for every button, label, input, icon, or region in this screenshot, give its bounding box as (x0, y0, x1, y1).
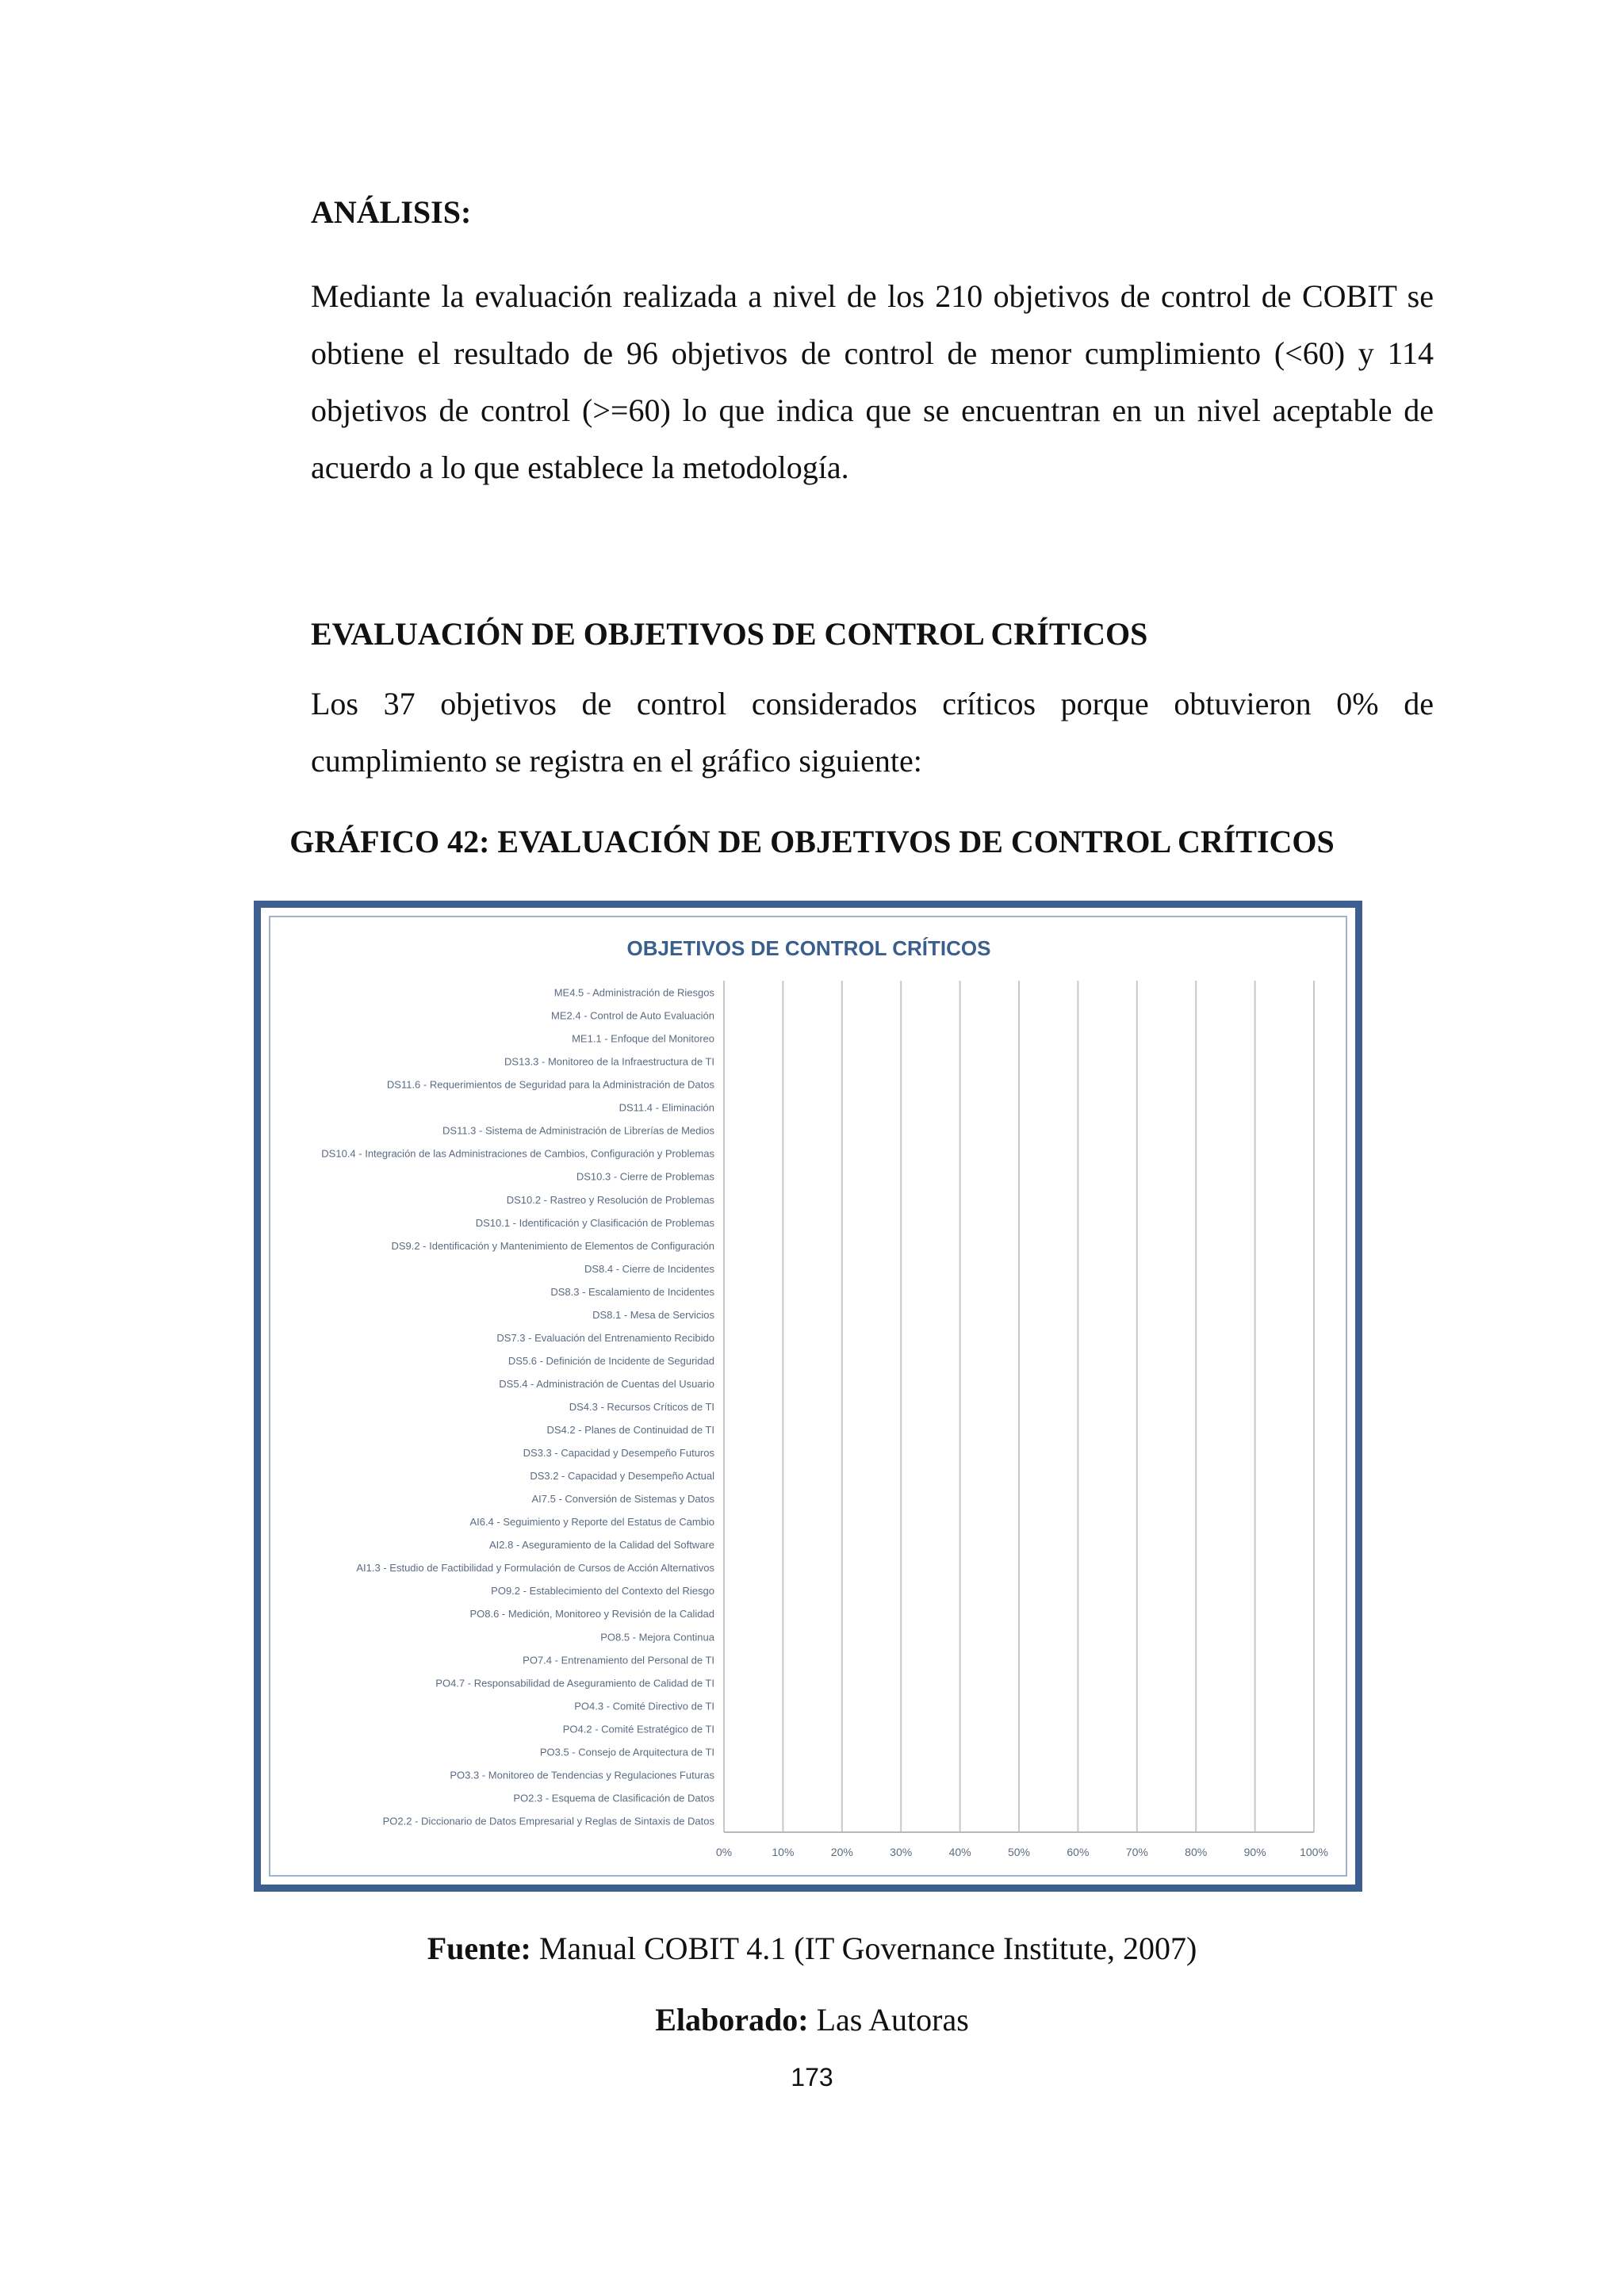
category-label: PO4.7 - Responsabilidad de Aseguramiento de Calidad de TI (435, 1677, 714, 1689)
category-label: ME2.4 - Control de Auto Evaluación (551, 1009, 714, 1022)
category-label: DS4.2 - Planes de Continuidad de TI (546, 1424, 714, 1437)
category-label: PO2.2 - Diccionario de Datos Empresarial y Reglas de Sintaxis de Datos (382, 1815, 714, 1827)
chart-panel (269, 916, 1347, 1877)
category-label: PO4.2 - Comité Estratégico de TI (562, 1723, 714, 1735)
category-label: DS3.2 - Capacidad y Desempeño Actual (530, 1470, 714, 1483)
analysis-heading: ANÁLISIS: (311, 194, 472, 230)
category-label: DS11.4 - Eliminación (619, 1101, 714, 1114)
category-label: PO9.2 - Establecimiento del Contexto del Riesgo (491, 1585, 714, 1598)
category-label: DS13.3 - Monitoreo de la Infraestructura de TI (504, 1055, 714, 1068)
category-label: DS8.4 - Cierre de Incidentes (584, 1262, 714, 1275)
category-label: AI7.5 - Conversión de Sistemas y Datos (531, 1493, 714, 1506)
category-label: DS9.2 - Identificación y Mantenimiento de Elementos de Configuración (391, 1239, 714, 1252)
category-label: PO8.6 - Medición, Monitoreo y Revisión de la Calidad (469, 1608, 714, 1621)
critical-heading: EVALUACIÓN DE OBJETIVOS DE CONTROL CRÍTICOS (311, 616, 1148, 652)
category-label: DS11.6 - Requerimientos de Seguridad para la Administración de Datos (386, 1078, 714, 1091)
x-tick-label: 20% (830, 1846, 853, 1858)
author-label: Elaborado: (655, 2002, 809, 2038)
source-label: Fuente: (427, 1931, 531, 1966)
critical-paragraph: Los 37 objetivos de control considerados críticos porque obtuvieron 0% de cumplimiento se registra en el gráfico siguiente: (311, 686, 1434, 779)
category-label: DS3.3 - Capacidad y Desempeño Futuros (523, 1447, 714, 1460)
figure-source (0, 1930, 1624, 1967)
category-label: PO2.3 - Esquema de Clasificación de Datos (513, 1792, 714, 1804)
category-label: DS5.6 - Definición de Incidente de Seguridad (508, 1354, 714, 1367)
category-label: ME4.5 - Administración de Riesgos (553, 986, 714, 999)
x-tick-label: 40% (948, 1846, 971, 1858)
author-text: Las Autoras (808, 2002, 969, 2038)
category-label: AI1.3 - Estudio de Factibilidad y Formulación de Cursos de Acción Alternativos (356, 1562, 714, 1575)
category-label: DS5.4 - Administración de Cuentas del Usuario (499, 1377, 714, 1390)
category-label: PO7.4 - Entrenamiento del Personal de TI (523, 1654, 714, 1667)
x-tick-label: 50% (1007, 1846, 1031, 1858)
category-label: DS10.2 - Rastreo y Resolución de Problemas (506, 1193, 714, 1206)
x-tick-label: 60% (1067, 1846, 1090, 1858)
category-label: DS8.1 - Mesa de Servicios (592, 1308, 714, 1321)
page-number: 173 (791, 2063, 833, 2091)
figure-caption: GRÁFICO 42: EVALUACIÓN DE OBJETIVOS DE CONTROL CRÍTICOS (289, 824, 1335, 859)
category-label: PO4.3 - Comité Directivo de TI (574, 1700, 714, 1712)
category-label: ME1.1 - Enfoque del Monitoreo (572, 1032, 714, 1045)
x-tick-label: 0% (715, 1846, 733, 1858)
x-tick-label: 100% (1300, 1846, 1328, 1858)
figure-author (0, 2001, 1624, 2038)
category-label: PO3.5 - Consejo de Arquitectura de TI (539, 1746, 714, 1758)
category-label: PO8.5 - Mejora Continua (600, 1631, 714, 1644)
category-label: DS10.3 - Cierre de Problemas (576, 1170, 714, 1183)
category-label: PO3.3 - Monitoreo de Tendencias y Regulaciones Futuras (450, 1769, 714, 1781)
category-label: DS11.3 - Sistema de Administración de Librerías de Medios (442, 1124, 714, 1137)
category-label: DS10.4 - Integración de las Administraciones de Cambios, Configuración y Problemas (321, 1147, 714, 1160)
category-label: AI6.4 - Seguimiento y Reporte del Estatus de Cambio (469, 1516, 714, 1529)
critical-objectives-chart (270, 917, 1347, 1877)
category-label: DS8.3 - Escalamiento de Incidentes (550, 1285, 714, 1298)
x-tick-label: 80% (1185, 1846, 1208, 1858)
source-text: Manual COBIT 4.1 (IT Governance Institute, 2007) (530, 1931, 1197, 1966)
chart-figure (254, 901, 1362, 1892)
x-tick-label: 90% (1243, 1846, 1266, 1858)
x-tick-label: 30% (890, 1846, 913, 1858)
category-label: DS10.1 - Identificación y Clasificación de Problemas (475, 1216, 714, 1229)
chart-title: OBJETIVOS DE CONTROL CRÍTICOS (626, 936, 991, 960)
x-tick-label: 10% (772, 1846, 795, 1858)
x-tick-label: 70% (1125, 1846, 1148, 1858)
category-label: DS7.3 - Evaluación del Entrenamiento Recibido (496, 1331, 714, 1344)
category-label: AI2.8 - Aseguramiento de la Calidad del Software (488, 1539, 714, 1552)
category-label: DS4.3 - Recursos Críticos de TI (569, 1401, 714, 1413)
analysis-paragraph: Mediante la evaluación realizada a nivel de los 210 objetivos de control de COBIT se obtiene el resultado de 96 objetivos de control de menor cumplimiento (<60) y 114 objetivos de control (>=60) lo que indica que se encuentran en un nivel aceptable de acuerdo a lo que establece la metodología. (311, 278, 1434, 485)
